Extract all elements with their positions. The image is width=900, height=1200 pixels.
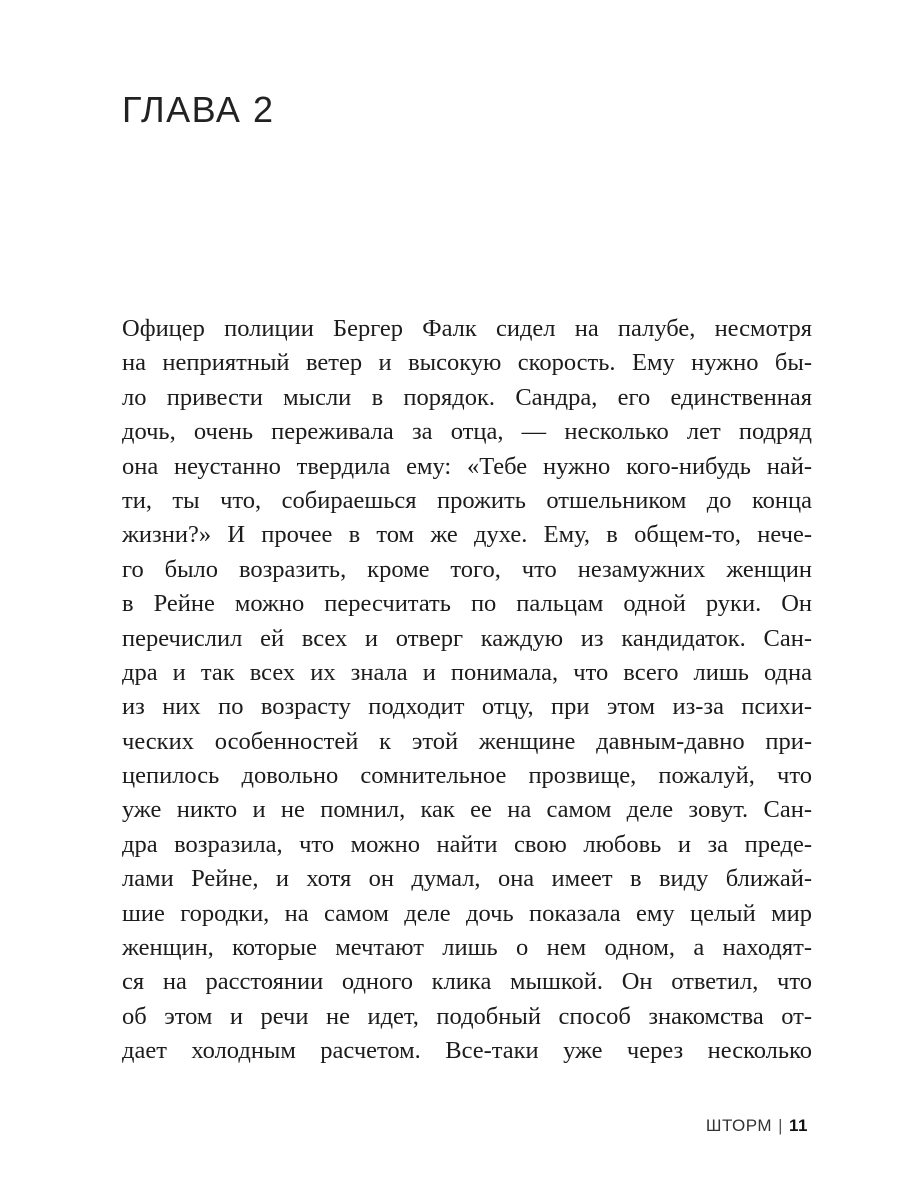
text-line: дает холодным расчетом. Все-таки уже через несколько (122, 1037, 812, 1065)
body-paragraph (122, 312, 812, 1069)
running-title: ШТОРМ (705, 1116, 773, 1135)
text-line: цепилось довольно сомнительное прозвище, пожалуй, что (122, 762, 812, 790)
text-line: лами Рейне, и хотя он думал, она имеет в виду ближай- (122, 865, 812, 893)
text-line: го было возразить, кроме того, что незамужних женщин (122, 555, 812, 583)
text-line: об этом и речи не идет, подобный способ знакомства от- (122, 1002, 812, 1030)
text-line: уже никто и не помнил, как ее на самом деле зовут. Сан- (122, 796, 812, 824)
text-line: дра возразила, что можно найти свою любовь и за преде- (122, 830, 812, 858)
page-number: 11 (789, 1116, 808, 1135)
chapter-title: ГЛАВА 2 (122, 89, 275, 130)
text-line: женщин, которые мечтают лишь о нем одном, а находят- (122, 934, 812, 962)
text-line: перечислил ей всех и отверг каждую из кандидаток. Сан- (122, 624, 812, 652)
text-line: шие городки, на самом деле дочь показала ему целый мир (122, 899, 812, 927)
text-line: в Рейне можно пересчитать по пальцам одной руки. Он (122, 590, 812, 618)
footer-separator: | (778, 1116, 784, 1135)
text-line: дочь, очень переживала за отца, — несколько лет подряд (122, 418, 812, 446)
text-line: ти, ты что, собираешься прожить отшельником до конца (122, 486, 812, 514)
text-line: жизни?» И прочее в том же духе. Ему, в общем-то, нече- (122, 521, 812, 549)
text-line: ся на расстоянии одного клика мышкой. Он ответил, что (122, 968, 812, 996)
text-line: ческих особенностей к этой женщине давным-давно при- (122, 727, 812, 755)
text-line: она неустанно твердила ему: «Тебе нужно кого-нибудь най- (122, 452, 812, 480)
text-line: ло привести мысли в порядок. Сандра, его единственная (122, 383, 812, 411)
text-line: на неприятный ветер и высокую скорость. Ему нужно бы- (122, 349, 812, 377)
text-line: из них по возрасту подходит отцу, при этом из-за психи- (122, 693, 812, 721)
text-line: Офицер полиции Бергер Фалк сидел на палубе, несмотря (122, 315, 812, 342)
text-line: дра и так всех их знала и понимала, что всего лишь одна (122, 658, 812, 686)
running-footer (706, 1116, 808, 1136)
